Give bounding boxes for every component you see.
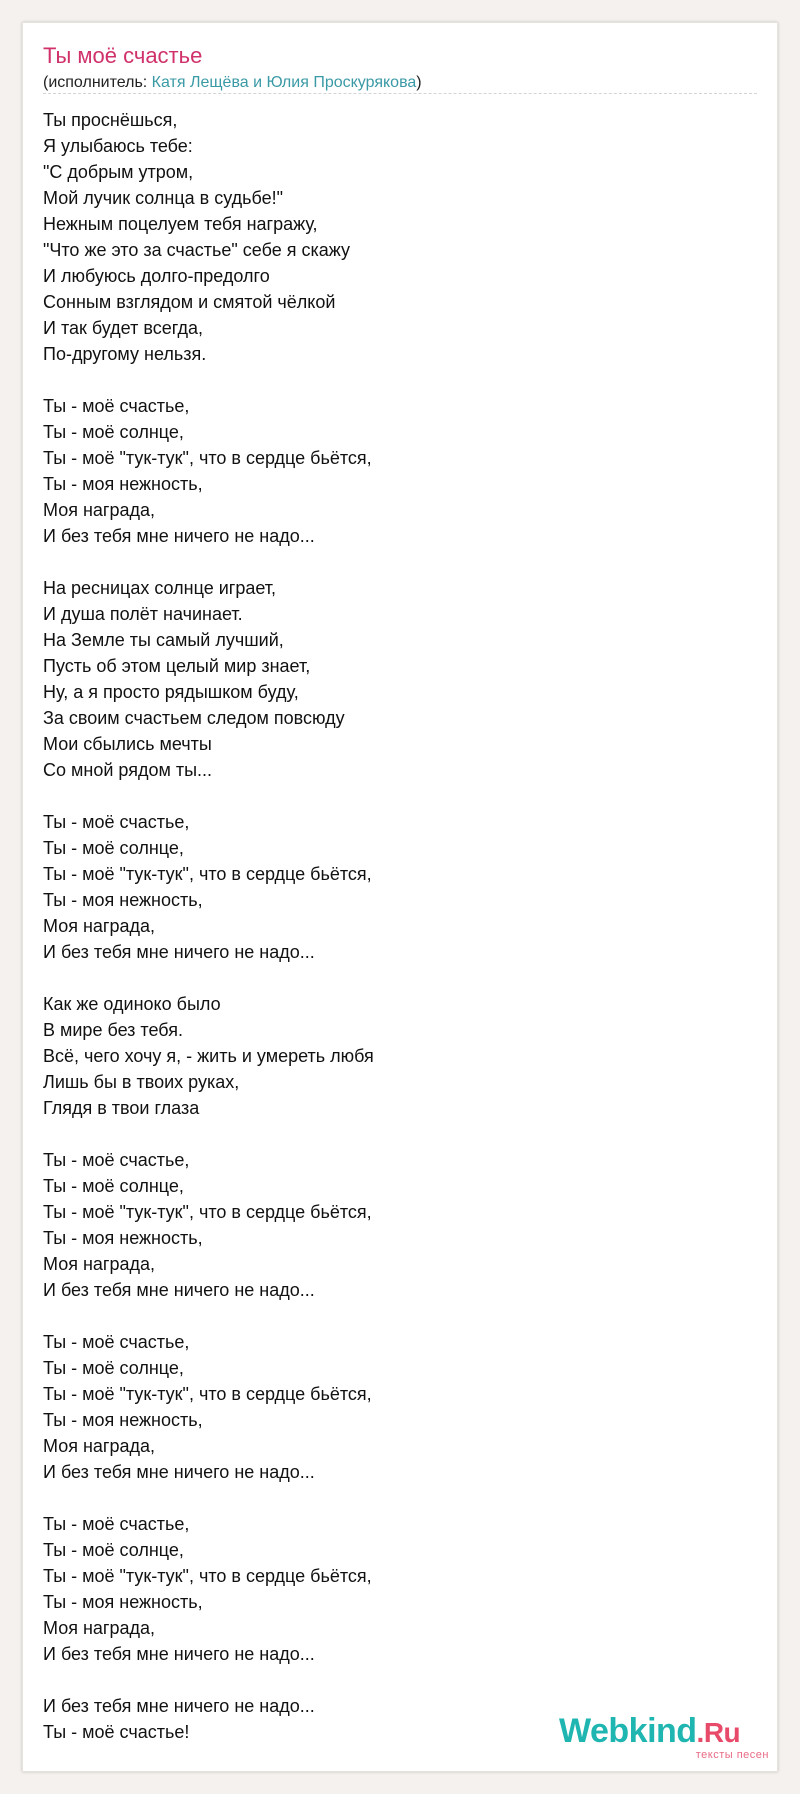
lyrics-card — [22, 22, 778, 1772]
lyrics-line: Я улыбаюсь тебе: — [43, 136, 193, 156]
lyrics-line: Моя награда, — [43, 1254, 156, 1274]
lyrics-line: "Что же это за счастье" себе я скажу — [43, 240, 351, 260]
lyrics-line: Ты - моё счастье, — [43, 1514, 190, 1534]
lyrics-line: Нежным поцелуем тебя награжу, — [43, 214, 318, 234]
lyrics-line: Ты - моё "тук-тук", что в сердце бьётся, — [43, 1384, 372, 1404]
lyrics-line: "С добрым утром, — [43, 162, 194, 182]
lyrics-line: И без тебя мне ничего не надо... — [43, 526, 315, 546]
lyrics-line: Ты - моё счастье! — [43, 1722, 190, 1742]
lyrics-stanza — [43, 991, 757, 1121]
lyrics-line: И без тебя мне ничего не надо... — [43, 1696, 315, 1716]
lyrics-line: И без тебя мне ничего не надо... — [43, 942, 315, 962]
lyrics-line: И без тебя мне ничего не надо... — [43, 1280, 315, 1300]
lyrics-line: За своим счастьем следом повсюду — [43, 708, 345, 728]
lyrics-line: Ты - моё счастье, — [43, 396, 190, 416]
lyrics-line: Ты - моё солнце, — [43, 422, 184, 442]
lyrics-line: И душа полёт начинает. — [43, 604, 243, 624]
lyrics-line: Ты - моё счастье, — [43, 812, 190, 832]
lyrics-stanza — [43, 393, 757, 549]
lyrics-line: Ты - моё "тук-тук", что в сердце бьётся, — [43, 864, 372, 884]
lyrics-line: Ты - моя нежность, — [43, 890, 203, 910]
lyrics-line: Моя награда, — [43, 500, 156, 520]
lyrics-line: Пусть об этом целый мир знает, — [43, 656, 311, 676]
lyrics-line: Ты - моё "тук-тук", что в сердце бьётся, — [43, 1202, 372, 1222]
lyrics-line: Сонным взглядом и смятой чёлкой — [43, 292, 336, 312]
lyrics-line: И любуюсь долго-предолго — [43, 266, 270, 286]
lyrics-line: Ты - моё солнце, — [43, 1358, 184, 1378]
lyrics-line: Всё, чего хочу я, - жить и умереть любя — [43, 1046, 374, 1066]
lyrics-line: Со мной рядом ты... — [43, 760, 213, 780]
lyrics-stanza — [43, 809, 757, 965]
lyrics-line: На Земле ты самый лучший, — [43, 630, 284, 650]
lyrics-line: Мои сбылись мечты — [43, 734, 212, 754]
lyrics-line: Ты - моя нежность, — [43, 1592, 203, 1612]
logo-tagline: тексты песен — [695, 1749, 769, 1761]
lyrics-line: Лишь бы в твоих руках, — [43, 1072, 240, 1092]
performer-prefix: (исполнитель: — [43, 74, 152, 91]
header-divider — [43, 93, 757, 94]
lyrics-line: И без тебя мне ничего не надо... — [43, 1462, 315, 1482]
performer-suffix: ) — [416, 74, 422, 91]
lyrics-stanza — [43, 575, 757, 783]
lyrics-text — [43, 107, 757, 1771]
performer-link[interactable]: Катя Лещёва и Юлия Проскурякова — [151, 74, 417, 91]
lyrics-line: На ресницах солнце играет, — [43, 578, 277, 598]
site-logo[interactable] — [559, 1711, 769, 1763]
lyrics-line: Моя награда, — [43, 1436, 156, 1456]
song-title: Ты моё счастье — [43, 43, 203, 68]
logo-tld: .Ru — [696, 1717, 741, 1748]
lyrics-line: Глядя в твои глаза — [43, 1098, 200, 1118]
lyrics-line: Ты - моя нежность, — [43, 1410, 203, 1430]
lyrics-line: Как же одиноко было — [43, 994, 221, 1014]
lyrics-line: Ты - моё солнце, — [43, 838, 184, 858]
lyrics-line: И без тебя мне ничего не надо... — [43, 1644, 315, 1664]
lyrics-stanza — [43, 1329, 757, 1485]
logo-name: Webkind — [559, 1712, 697, 1750]
performer-line — [43, 73, 422, 92]
lyrics-line: Ну, а я просто рядышком буду, — [43, 682, 299, 702]
lyrics-line: Ты - моё "тук-тук", что в сердце бьётся, — [43, 1566, 372, 1586]
lyrics-line: Ты - моё солнце, — [43, 1176, 184, 1196]
lyrics-line: Моя награда, — [43, 916, 156, 936]
logo-wordmark — [559, 1711, 740, 1753]
lyrics-stanza — [43, 1511, 757, 1667]
lyrics-line: Мой лучик солнца в судьбе!" — [43, 188, 284, 208]
lyrics-line: Ты проснёшься, — [43, 110, 178, 130]
lyrics-line: По-другому нельзя. — [43, 344, 207, 364]
lyrics-line: Ты - моё солнце, — [43, 1540, 184, 1560]
lyrics-stanza — [43, 107, 757, 367]
lyrics-line: В мире без тебя. — [43, 1020, 183, 1040]
lyrics-line: Ты - моё "тук-тук", что в сердце бьётся, — [43, 448, 372, 468]
lyrics-line: Ты - моя нежность, — [43, 474, 203, 494]
lyrics-line: Ты - моё счастье, — [43, 1150, 190, 1170]
lyrics-line: Ты - моё счастье, — [43, 1332, 190, 1352]
lyrics-line: И так будет всегда, — [43, 318, 203, 338]
lyrics-line: Моя награда, — [43, 1618, 156, 1638]
lyrics-line: Ты - моя нежность, — [43, 1228, 203, 1248]
lyrics-stanza — [43, 1147, 757, 1303]
